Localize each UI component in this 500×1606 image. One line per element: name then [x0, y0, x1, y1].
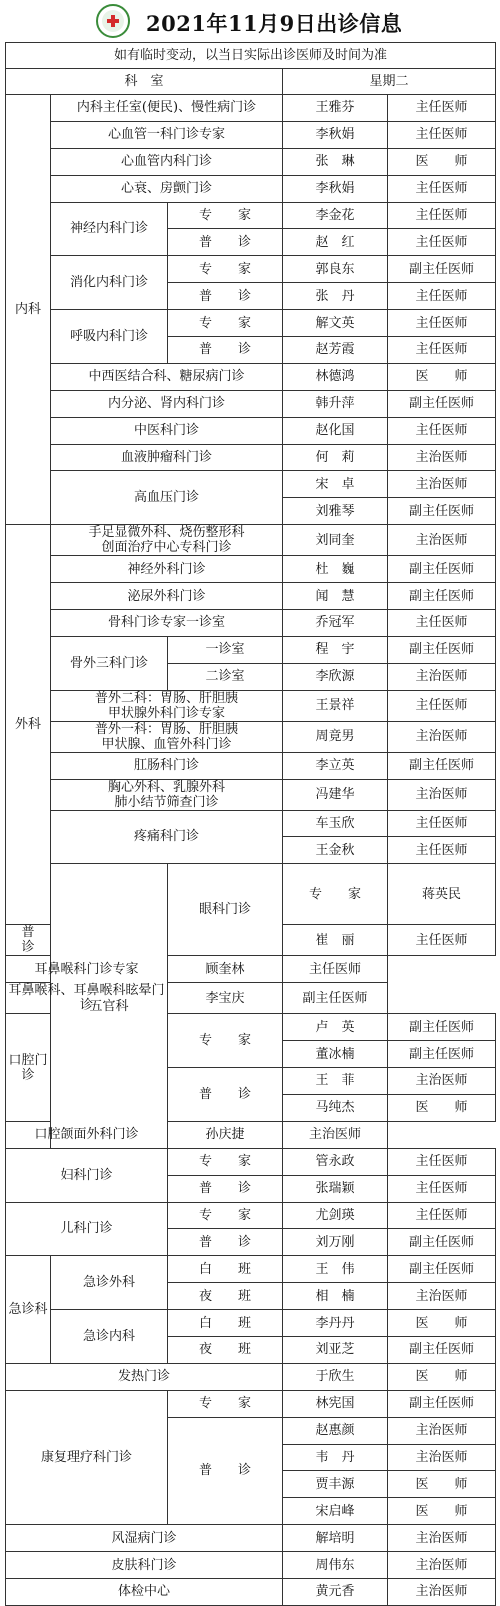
table-cell: 蒋英民 — [388, 864, 496, 925]
table-row — [6, 95, 496, 122]
table-cell: 郭良东 — [283, 256, 388, 283]
table-cell: 内分泌、肾内科门诊 — [51, 390, 283, 417]
table-cell: 夜 班 — [168, 1283, 283, 1310]
table-cell: 车玉欣 — [283, 810, 388, 837]
table-cell: 夜 班 — [168, 1336, 283, 1363]
column-header-day: 星期二 — [283, 69, 496, 95]
table-cell: 主治医师 — [388, 1552, 496, 1579]
table-row — [6, 390, 496, 417]
table-row — [6, 121, 496, 148]
table-row — [6, 1390, 496, 1417]
table-cell: 耳鼻喉科门诊专家 — [6, 956, 168, 983]
table-cell: 急诊内科 — [51, 1310, 168, 1364]
table-cell: 孙庆捷 — [168, 1121, 283, 1148]
table-cell: 医 师 — [388, 363, 496, 390]
table-cell: 主治医师 — [388, 721, 496, 752]
table-cell: 医 师 — [388, 1363, 496, 1390]
table-cell: 一诊室 — [168, 636, 283, 663]
table-cell: 专 家 — [168, 1390, 283, 1417]
table-cell: 刘万刚 — [283, 1229, 388, 1256]
table-cell: 主任医师 — [388, 310, 496, 337]
table-cell: 宋 卓 — [283, 471, 388, 498]
table-cell: 刘雅琴 — [283, 498, 388, 525]
table-row — [6, 363, 496, 390]
table-cell: 张瑞颖 — [283, 1175, 388, 1202]
table-cell: 刘亚芝 — [283, 1336, 388, 1363]
table-cell: 专 家 — [168, 202, 283, 229]
table-cell: 李丹丹 — [283, 1310, 388, 1337]
table-cell: 李立英 — [283, 752, 388, 779]
table-cell: 呼吸内科门诊 — [51, 310, 168, 364]
table-row — [6, 1552, 496, 1579]
table-cell: 神经内科门诊 — [51, 202, 168, 256]
hospital-logo-icon — [96, 4, 130, 38]
table-cell: 医 师 — [388, 1310, 496, 1337]
table-cell: 副主任医师 — [388, 556, 496, 583]
table-cell: 急诊外科 — [51, 1256, 168, 1310]
table-cell: 外科 — [6, 525, 51, 925]
table-cell: 主任医师 — [388, 1175, 496, 1202]
table-row — [6, 1148, 496, 1175]
table-cell: 眼科门诊 — [168, 864, 283, 956]
table-cell: 林德鸿 — [283, 363, 388, 390]
table-cell: 副主任医师 — [388, 256, 496, 283]
table-cell: 皮肤科门诊 — [6, 1552, 283, 1579]
table-cell: 医 师 — [388, 1471, 496, 1498]
table-cell: 主任医师 — [283, 956, 388, 983]
table-cell: 解文英 — [283, 310, 388, 337]
table-cell: 主任医师 — [388, 810, 496, 837]
table-cell: 副主任医师 — [388, 390, 496, 417]
table-cell: 血液肿瘤科门诊 — [51, 444, 283, 471]
table-row — [6, 444, 496, 471]
table-row — [6, 721, 496, 752]
table-row — [6, 610, 496, 637]
table-row — [6, 1256, 496, 1283]
table-cell: 李宝庆 — [168, 983, 283, 1014]
notice-text: 如有临时变动，以当日实际出诊医师及时间为准 — [6, 43, 496, 69]
table-cell: 主治医师 — [388, 525, 496, 556]
schedule-table — [5, 42, 496, 1606]
table-cell: 专 家 — [168, 1148, 283, 1175]
table-cell: 急诊科 — [6, 1256, 51, 1364]
table-row — [6, 983, 496, 1014]
table-cell: 周竟男 — [283, 721, 388, 752]
table-cell: 副主任医师 — [388, 1229, 496, 1256]
table-cell: 主任医师 — [388, 337, 496, 364]
table-cell: 主治医师 — [388, 1068, 496, 1095]
table-cell: 高血压门诊 — [51, 471, 283, 525]
table-cell: 卢 英 — [283, 1014, 388, 1041]
table-cell: 副主任医师 — [388, 636, 496, 663]
table-row — [6, 956, 496, 983]
table-cell: 专 家 — [283, 864, 388, 925]
table-cell: 闻 慧 — [283, 583, 388, 610]
table-cell: 主治医师 — [388, 1578, 496, 1605]
table-row — [6, 525, 496, 556]
table-cell: 王 菲 — [283, 1068, 388, 1095]
table-row — [6, 175, 496, 202]
table-cell: 林宪国 — [283, 1390, 388, 1417]
table-cell: 康复理疗科门诊 — [6, 1390, 168, 1524]
table-cell: 副主任医师 — [388, 1014, 496, 1041]
table-cell: 崔 丽 — [283, 925, 388, 956]
table-cell: 王雅芬 — [283, 95, 388, 122]
table-row — [6, 864, 496, 925]
table-cell: 副主任医师 — [388, 583, 496, 610]
table-cell: 妇科门诊 — [6, 1148, 168, 1202]
table-row — [6, 471, 496, 498]
table-cell: 医 师 — [388, 1094, 496, 1121]
table-cell: 副主任医师 — [388, 498, 496, 525]
table-cell: 内科主任室(便民)、慢性病门诊 — [51, 95, 283, 122]
table-cell: 赵 红 — [283, 229, 388, 256]
table-cell: 肛肠科门诊 — [51, 752, 283, 779]
table-row — [6, 417, 496, 444]
table-cell: 普 诊 — [168, 283, 283, 310]
table-cell: 儿科门诊 — [6, 1202, 168, 1256]
table-row — [6, 1578, 496, 1605]
table-cell: 五官科 — [51, 864, 168, 1148]
table-cell: 黄元香 — [283, 1578, 388, 1605]
table-row — [6, 810, 496, 837]
table-cell: 主任医师 — [388, 202, 496, 229]
table-cell: 贾丰源 — [283, 1471, 388, 1498]
table-cell: 普 诊 — [168, 1417, 283, 1525]
table-cell: 胸心外科、乳腺外科 肺小结节筛查门诊 — [51, 779, 283, 810]
table-cell: 主任医师 — [388, 925, 496, 956]
table-cell: 李秋娟 — [283, 175, 388, 202]
table-cell: 乔冠军 — [283, 610, 388, 637]
table-cell: 李秋娟 — [283, 121, 388, 148]
column-header-dept: 科 室 — [6, 69, 283, 95]
table-cell: 宋启峰 — [283, 1498, 388, 1525]
table-cell: 副主任医师 — [388, 1256, 496, 1283]
table-cell: 何 莉 — [283, 444, 388, 471]
table-cell: 心衰、房颤门诊 — [51, 175, 283, 202]
notice-row — [6, 43, 496, 69]
table-cell: 医 师 — [388, 148, 496, 175]
table-cell: 普外一科：胃肠、肝胆胰 甲状腺、血管外科门诊 — [51, 721, 283, 752]
table-cell: 董冰楠 — [283, 1041, 388, 1068]
table-cell: 专 家 — [168, 1014, 283, 1068]
table-cell: 于欣生 — [283, 1363, 388, 1390]
table-cell: 普 诊 — [168, 1068, 283, 1122]
table-cell: 周伟东 — [283, 1552, 388, 1579]
table-cell: 主任医师 — [388, 837, 496, 864]
table-cell: 主任医师 — [388, 95, 496, 122]
table-cell: 专 家 — [168, 1202, 283, 1229]
table-cell: 副主任医师 — [388, 1041, 496, 1068]
table-row — [6, 690, 496, 721]
table-cell: 普 诊 — [168, 1229, 283, 1256]
table-row — [6, 1310, 496, 1337]
table-cell: 白 班 — [168, 1310, 283, 1337]
table-cell: 赵化国 — [283, 417, 388, 444]
table-cell: 主治医师 — [388, 1444, 496, 1471]
table-cell: 普 诊 — [168, 229, 283, 256]
table-row — [6, 1363, 496, 1390]
table-cell: 王景祥 — [283, 690, 388, 721]
table-cell: 冯建华 — [283, 779, 388, 810]
table-row — [6, 556, 496, 583]
table-row — [6, 1202, 496, 1229]
table-row — [6, 148, 496, 175]
table-cell: 张 丹 — [283, 283, 388, 310]
table-cell: 李欣源 — [283, 663, 388, 690]
table-cell: 副主任医师 — [283, 983, 388, 1014]
table-cell: 程 宇 — [283, 636, 388, 663]
table-cell: 专 家 — [168, 310, 283, 337]
table-cell: 骨科门诊专家一诊室 — [51, 610, 283, 637]
table-cell: 疼痛科门诊 — [51, 810, 283, 864]
table-cell: 心血管一科门诊专家 — [51, 121, 283, 148]
table-cell: 二诊室 — [168, 663, 283, 690]
table-cell: 主任医师 — [388, 1148, 496, 1175]
table-row — [6, 583, 496, 610]
table-cell: 主任医师 — [388, 417, 496, 444]
table-cell: 主治医师 — [388, 444, 496, 471]
table-cell: 主治医师 — [283, 1121, 388, 1148]
table-cell: 主治医师 — [388, 779, 496, 810]
table-cell: 骨外三科门诊 — [51, 636, 168, 690]
table-cell: 主任医师 — [388, 610, 496, 637]
table-cell: 主任医师 — [388, 690, 496, 721]
table-cell: 王金秋 — [283, 837, 388, 864]
table-cell: 主任医师 — [388, 175, 496, 202]
table-cell: 口腔门诊 — [6, 1014, 51, 1122]
table-cell: 相 楠 — [283, 1283, 388, 1310]
table-cell: 风湿病门诊 — [6, 1525, 283, 1552]
table-cell: 主任医师 — [388, 1202, 496, 1229]
table-row — [6, 779, 496, 810]
table-cell: 中西医结合科、糖尿病门诊 — [51, 363, 283, 390]
table-row — [6, 202, 496, 229]
table-cell: 主任医师 — [388, 229, 496, 256]
table-cell: 主治医师 — [388, 1525, 496, 1552]
table-cell: 马纯杰 — [283, 1094, 388, 1121]
table-cell: 主治医师 — [388, 1417, 496, 1444]
table-cell: 主治医师 — [388, 471, 496, 498]
table-cell: 专 家 — [168, 256, 283, 283]
table-cell: 王 伟 — [283, 1256, 388, 1283]
table-cell: 李金花 — [283, 202, 388, 229]
table-row — [6, 752, 496, 779]
table-cell: 耳鼻喉科、耳鼻喉科眩晕门诊 — [6, 983, 168, 1014]
table-cell: 手足显微外科、烧伤整形科 创面治疗中心专科门诊 — [51, 525, 283, 556]
table-cell: 赵惠颜 — [283, 1417, 388, 1444]
table-cell: 普 诊 — [168, 1175, 283, 1202]
table-cell: 赵芳霞 — [283, 337, 388, 364]
table-cell: 医 师 — [388, 1498, 496, 1525]
table-cell: 解培明 — [283, 1525, 388, 1552]
table-cell: 神经外科门诊 — [51, 556, 283, 583]
table-cell: 主任医师 — [388, 283, 496, 310]
table-row — [6, 310, 496, 337]
table-cell: 消化内科门诊 — [51, 256, 168, 310]
table-cell: 刘同奎 — [283, 525, 388, 556]
table-cell: 主治医师 — [388, 663, 496, 690]
table-cell: 中医科门诊 — [51, 417, 283, 444]
table-cell: 张 琳 — [283, 148, 388, 175]
table-cell: 副主任医师 — [388, 1390, 496, 1417]
table-cell: 泌尿外科门诊 — [51, 583, 283, 610]
table-cell: 白 班 — [168, 1256, 283, 1283]
table-cell: 主治医师 — [388, 1283, 496, 1310]
table-cell: 韦 丹 — [283, 1444, 388, 1471]
table-cell: 普外二科：胃肠、肝胆胰 甲状腺外科门诊专家 — [51, 690, 283, 721]
table-row — [6, 1121, 496, 1148]
table-cell: 口腔颌面外科门诊 — [6, 1121, 168, 1148]
column-header-row — [6, 69, 496, 95]
page-title: 2021年11月9日出诊信息 — [146, 11, 403, 36]
table-cell: 主任医师 — [388, 121, 496, 148]
page-header — [0, 0, 500, 44]
table-cell: 韩升萍 — [283, 390, 388, 417]
table-cell: 管永政 — [283, 1148, 388, 1175]
table-cell: 普 诊 — [6, 925, 51, 956]
table-cell: 杜 巍 — [283, 556, 388, 583]
table-cell: 内科 — [6, 95, 51, 525]
table-cell: 副主任医师 — [388, 1336, 496, 1363]
table-row — [6, 256, 496, 283]
table-row — [6, 1525, 496, 1552]
table-cell: 心血管内科门诊 — [51, 148, 283, 175]
table-row — [6, 636, 496, 663]
table-cell: 顾奎林 — [168, 956, 283, 983]
table-cell: 副主任医师 — [388, 752, 496, 779]
table-cell: 尤剑瑛 — [283, 1202, 388, 1229]
table-cell: 发热门诊 — [6, 1363, 283, 1390]
table-cell: 体检中心 — [6, 1578, 283, 1605]
table-cell: 普 诊 — [168, 337, 283, 364]
